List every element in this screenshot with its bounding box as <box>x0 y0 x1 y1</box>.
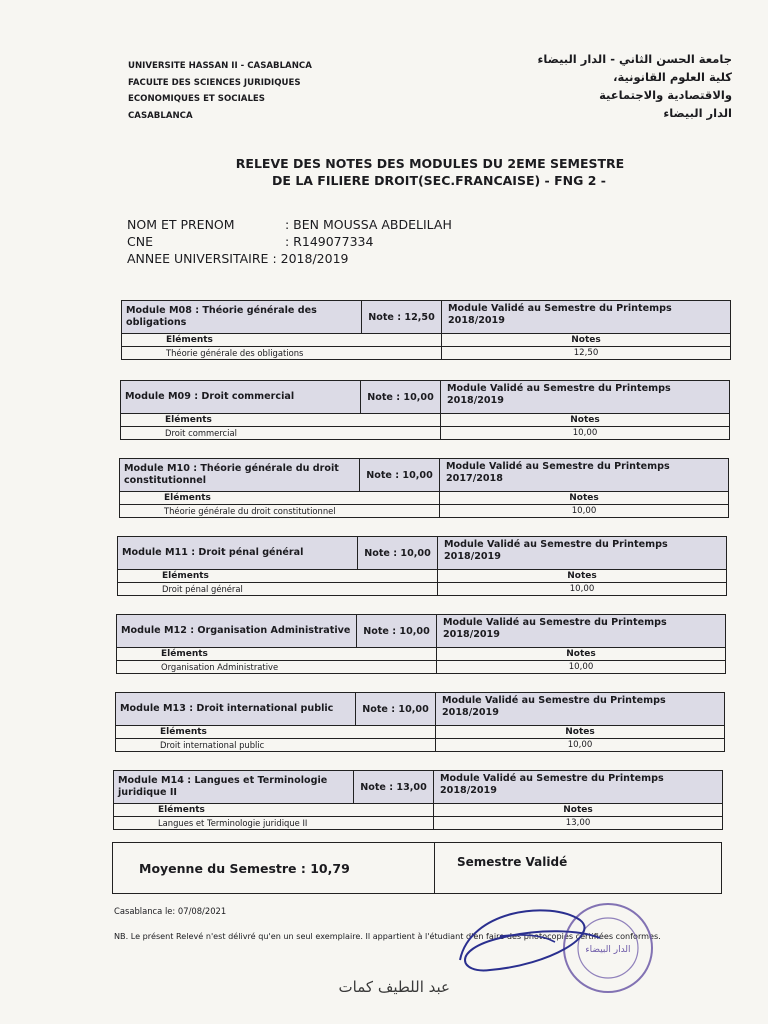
table-row <box>122 346 730 359</box>
module-name: Module M14 : Langues et Terminologie juridique II <box>114 771 354 803</box>
module-block <box>115 692 725 752</box>
year-label: ANNEE UNIVERSITAIRE <box>127 251 269 266</box>
module-note: Note : 10,00 <box>358 537 438 569</box>
module-elements-table <box>117 570 727 596</box>
module-header <box>117 536 727 570</box>
footer-note: NB. Le présent Relevé n'est délivré qu'en un seul exemplaire. Il appartient à l'étudiant d'en faire des photocopies certifiées conformes. <box>114 931 661 941</box>
year-value: : 2018/2019 <box>272 251 349 266</box>
semester-result: Semestre Validé <box>457 855 568 869</box>
table-header-row <box>116 726 724 738</box>
module-block <box>119 458 729 518</box>
notes-header: Notes <box>565 727 595 737</box>
elements-header: Eléments <box>122 334 442 346</box>
elements-header: Eléments <box>114 804 434 816</box>
module-note: Note : 12,50 <box>362 301 442 333</box>
module-header <box>116 614 726 648</box>
name-label: NOM ET PRENOM <box>127 217 235 232</box>
elements-header: Eléments <box>118 570 438 582</box>
module-block <box>120 380 730 440</box>
table-row <box>116 738 724 751</box>
table-header-row <box>117 648 725 660</box>
header-line-ar: الدار البيضاء <box>663 106 732 120</box>
module-elements-table <box>119 492 729 518</box>
elements-header: Eléments <box>120 492 440 504</box>
elements-header: Eléments <box>121 414 441 426</box>
notes-header: Notes <box>571 335 601 345</box>
table-row <box>120 504 728 517</box>
module-header <box>120 380 730 414</box>
module-status: Module Validé au Semestre du Printemps 2017/2018 <box>446 461 670 484</box>
stamp-text: الدار البيضاء <box>585 945 631 955</box>
module-status: Module Validé au Semestre du Printemps 2018/2019 <box>443 617 667 640</box>
header-line: ECONOMIQUES ET SOCIALES <box>128 94 265 104</box>
element-name: Théorie générale des obligations <box>122 347 442 359</box>
student-year-row <box>127 250 452 267</box>
module-name: Module M11 : Droit pénal général <box>118 537 358 569</box>
element-name: Organisation Administrative <box>117 661 437 673</box>
table-row <box>118 582 726 595</box>
table-row <box>114 816 722 829</box>
element-note: 12,50 <box>573 348 599 358</box>
module-name: Module M08 : Théorie générale des obligations <box>122 301 362 333</box>
header-line: CASABLANCA <box>128 110 193 121</box>
student-cne-row <box>127 233 452 250</box>
element-note: 10,00 <box>568 662 594 672</box>
module-block <box>121 300 731 360</box>
notes-header: Notes <box>563 805 593 815</box>
cne-label: CNE <box>127 234 153 249</box>
cne-value: : R149077334 <box>285 234 374 249</box>
elements-header: Eléments <box>116 726 436 738</box>
university-header-fr <box>128 58 312 124</box>
issue-date: Casablanca le: 07/08/2021 <box>114 906 227 916</box>
module-name: Module M10 : Théorie générale du droit constitutionnel <box>120 459 360 491</box>
elements-header: Eléments <box>117 648 437 660</box>
module-elements-table <box>116 648 726 674</box>
signatory-name: عبد اللطيف كمات <box>338 978 450 996</box>
element-note: 10,00 <box>569 584 595 594</box>
module-header <box>113 770 723 804</box>
university-header-ar <box>492 50 732 122</box>
header-line-ar: كلية العلوم القانونية، <box>613 70 732 84</box>
element-name: Langues et Terminologie juridique II <box>114 817 434 829</box>
module-note: Note : 10,00 <box>361 381 441 413</box>
module-block <box>117 536 727 596</box>
name-value: : BEN MOUSSA ABDELILAH <box>285 217 452 232</box>
table-row <box>117 660 725 673</box>
title-line-1: RELEVE DES NOTES DES MODULES DU 2EME SEMESTRE <box>235 156 625 171</box>
student-info <box>127 216 452 267</box>
module-header <box>115 692 725 726</box>
module-status: Module Validé au Semestre du Printemps 2018/2019 <box>442 695 666 718</box>
module-name: Module M09 : Droit commercial <box>121 381 361 413</box>
notes-header: Notes <box>566 649 596 659</box>
notes-header: Notes <box>570 415 600 425</box>
module-block <box>116 614 726 674</box>
module-note: Note : 10,00 <box>356 693 436 725</box>
module-header <box>121 300 731 334</box>
notes-header: Notes <box>567 571 597 581</box>
element-note: 10,00 <box>572 428 598 438</box>
module-elements-table <box>113 804 723 830</box>
module-note: Note : 13,00 <box>354 771 434 803</box>
element-note: 10,00 <box>571 506 597 516</box>
module-elements-table <box>121 334 731 360</box>
element-name: Droit international public <box>116 739 436 751</box>
table-header-row <box>114 804 722 816</box>
module-name: Module M13 : Droit international public <box>116 693 356 725</box>
handwritten-signature <box>339 910 600 996</box>
header-line: FACULTE DES SCIENCES JURIDIQUES <box>128 77 301 88</box>
document-title <box>150 155 710 189</box>
header-line-ar: جامعة الحسن الثاني - الدار البيضاء <box>537 52 732 66</box>
module-status: Module Validé au Semestre du Printemps 2018/2019 <box>444 539 668 562</box>
module-elements-table <box>115 726 725 752</box>
header-line: UNIVERSITE HASSAN II - CASABLANCA <box>128 61 312 71</box>
module-note: Note : 10,00 <box>360 459 440 491</box>
element-note: 13,00 <box>565 818 591 828</box>
notes-header: Notes <box>569 493 599 503</box>
element-note: 10,00 <box>567 740 593 750</box>
module-status: Module Validé au Semestre du Printemps 2018/2019 <box>447 383 671 406</box>
table-header-row <box>122 334 730 346</box>
module-status: Module Validé au Semestre du Printemps 2018/2019 <box>448 303 672 326</box>
module-header <box>119 458 729 492</box>
table-header-row <box>120 492 728 504</box>
module-elements-table <box>120 414 730 440</box>
table-header-row <box>121 414 729 426</box>
header-line-ar: والاقتصادية والاجتماعية <box>599 88 732 102</box>
table-header-row <box>118 570 726 582</box>
student-name-row <box>127 216 452 233</box>
module-note: Note : 10,00 <box>357 615 437 647</box>
title-line-2: DE LA FILIERE DROIT(SEC.FRANCAISE) - FNG 2 - <box>272 173 606 188</box>
module-name: Module M12 : Organisation Administrative <box>117 615 357 647</box>
semester-summary <box>112 842 722 894</box>
module-block <box>113 770 723 830</box>
table-row <box>121 426 729 439</box>
element-name: Théorie générale du droit constitutionnel <box>120 505 440 517</box>
element-name: Droit commercial <box>121 427 441 439</box>
element-name: Droit pénal général <box>118 583 438 595</box>
semester-average: Moyenne du Semestre : 10,79 <box>113 843 435 893</box>
module-status: Module Validé au Semestre du Printemps 2018/2019 <box>440 773 664 796</box>
